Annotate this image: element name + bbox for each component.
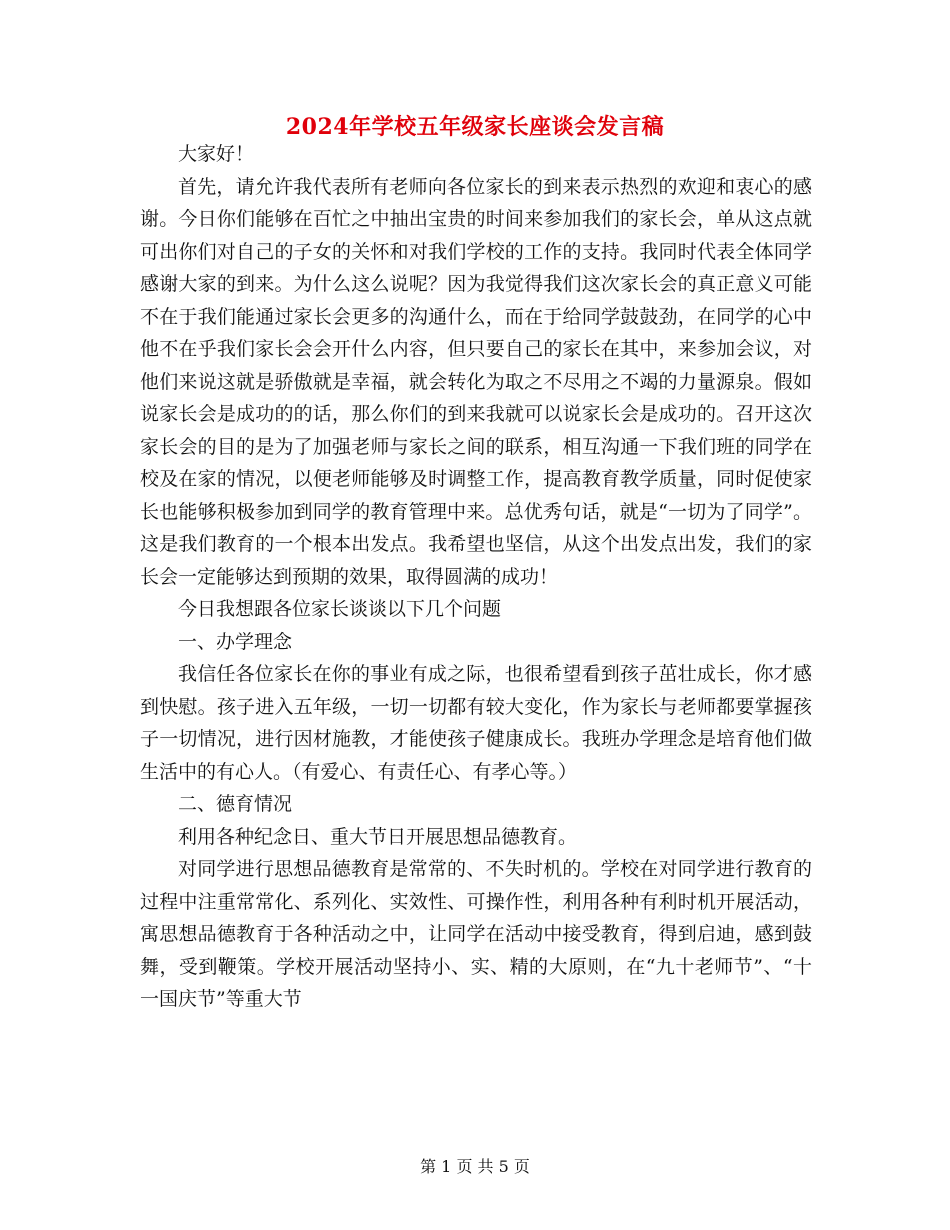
document-body [140, 138, 812, 1016]
paragraph-commemorations: 利用各种纪念日、重大节日开展思想品德教育。 [178, 825, 578, 848]
paragraph-intro: 首先，请允许我代表所有老师向各位家长的到来表示热烈的欢迎和衷心的感谢。今日你们能够在百忙之中抽出宝贵的时间来参加我们的家长会，单从这点就可出你们对自己的子女的关怀和对我们学校的工作的支持。我同时代表全体同学感谢大家的到来。为什么这么说呢？因为我觉得我们这次家长会的真正意义可能不在于我们能通过家长会更多的沟通什么，而在于给同学鼓鼓劲，在同学的心中他不在乎我们家长会会开什么内容，但只要自己的家长在其中，来参加会议，对他们来说这就是骄傲就是幸福，就会转化为取之不尽用之不竭的力量源泉。假如说家长会是成功的的话，那么你们的到来我就可以说家长会是成功的。召开这次家长会的目的是为了加强老师与家长之间的联系，相互沟通一下我们班的同学在校及在家的情况，以便老师能够及时调整工作，提高教育教学质量，同时促使家长也能够积极参加到同学的教育管理中来。总优秀句话，就是“一切为了同学”。这是我们教育的一个根本出发点。我希望也坚信，从这个出发点出发，我们的家长会一定能够达到预期的效果，取得圆满的成功！ [140, 175, 812, 588]
paragraph-philosophy: 我信任各位家长在你的事业有成之际，也很希望看到孩子茁壮成长，你才感到快慰。孩子进入五年级，一切一切都有较大变化，作为家长与老师都要掌握孩子一切情况，进行因材施教，才能使孩子健康成长。我班办学理念是培育他们做生活中的有心人。（有爱心、有责任心、有孝心等。） [140, 663, 812, 783]
paragraph-topics: 今日我想跟各位家长谈谈以下几个问题 [178, 598, 502, 620]
paragraph-greeting: 大家好！ [178, 143, 255, 165]
paragraph-moral-education: 对同学进行思想品德教育是常常的、不失时机的。学校在对同学进行教育的过程中注重常常化、系列化、实效性、可操作性，利用各种有利时机开展活动，寓思想品德教育于各种活动之中，让同学在活动中接受教育，得到启迪，感到鼓舞，受到鞭策。学校开展活动坚持小、实、精的大原则，在“九十老师节”、“十一国庆节”等重大节 [140, 858, 812, 1010]
document-title: 2024年学校五年级家长座谈会发言稿 [285, 114, 665, 140]
section-heading-moral-education: 二、德育情况 [178, 793, 293, 815]
section-heading-philosophy: 一、办学理念 [178, 630, 293, 653]
page-number-footer: 第 1 页 共 5 页 [420, 1157, 530, 1176]
